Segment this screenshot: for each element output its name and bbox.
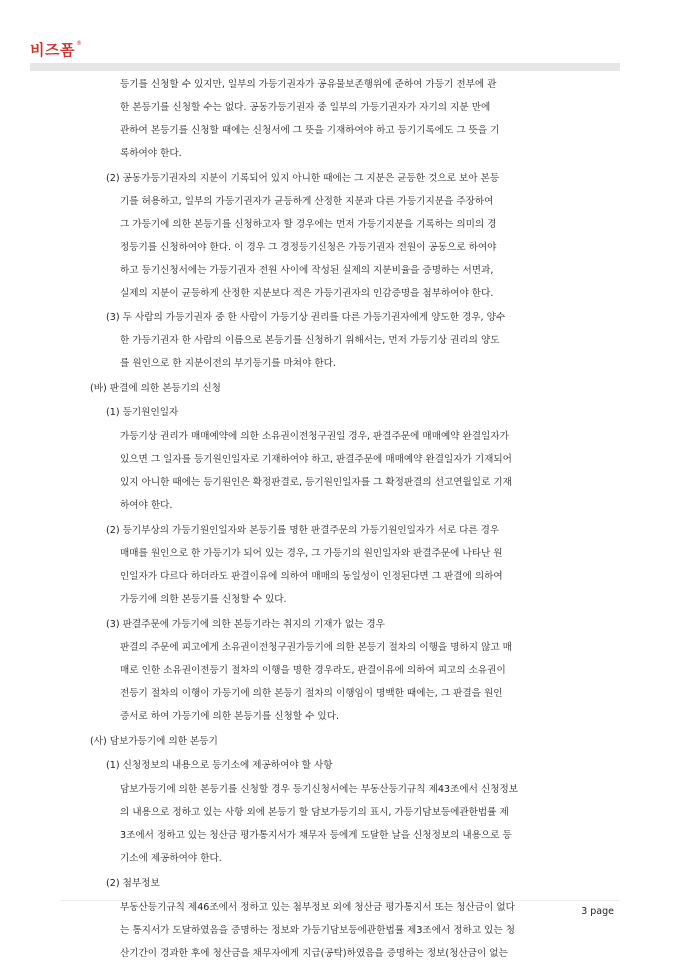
text-line: (2) 등기부상의 가등기원인일자와 본등기를 명한 판결주문의 가등기원인일자가 서로 다른 경우: [106, 525, 500, 536]
text-line: (1) 등기원인일자: [106, 407, 179, 418]
footer-divider: [60, 900, 620, 901]
text-line: 한 가등기권자 한 사람의 이름으로 본등기를 신청하기 위해서는, 먼저 가등기상 권리의 양도: [120, 335, 500, 346]
text-line: 판결의 주문에 피고에게 소유권이전청구권가등기에 의한 본등기 절차의 이행을 명하지 않고 매: [120, 642, 512, 653]
text-line: 있으면 그 일자를 등기원인일자로 기재하여야 하고, 판결주문에 매매예약 완결일자가 기재되어: [120, 454, 512, 465]
text-line: 의 내용으로 정하고 있는 사항 외에 본등기 할 담보가등기의 표시, 가등기담보등에관한법률 제: [120, 807, 509, 818]
text-line: 부동산등기규칙 제46조에서 정하고 있는 첨부정보 외에 청산금 평가통지서 또는 청산금이 없다: [120, 902, 515, 913]
text-line: 매로 인한 소유권이전등기 절차의 이행을 명한 경우라도, 판결이유에 의하여 피고의 소유권이: [120, 665, 506, 676]
registered-mark: ®: [75, 40, 82, 47]
text-line: 정등기를 신청하여야 한다. 이 경우 그 경정등기신청은 가등기권자 전원이 공동으로 하여야: [120, 242, 497, 253]
text-line: 하여야 한다.: [120, 500, 173, 511]
text-line: 그 가등기에 의한 본등기를 신청하고자 할 경우에는 먼저 가등기지분을 기록하는 의미의 경: [120, 219, 497, 230]
text-line: 증서로 하여 가등기에 의한 본등기를 신청할 수 있다.: [120, 711, 340, 722]
text-line: 한 본등기를 신청할 수는 없다. 공동가등기권자 중 일부의 가등기권자가 자기의 지분 만에: [120, 102, 491, 113]
text-line: (1) 신청정보의 내용으로 등기소에 제공하여야 할 사항: [106, 760, 333, 771]
text-line: 있지 아니한 때에는 등기원인은 확정판결로, 등기원인일자를 그 확정판결의 선고연월일로 기재: [120, 477, 512, 488]
text-line: 록하여야 한다.: [120, 148, 182, 159]
page-number: 3 page: [581, 906, 614, 917]
text-line: 하고 등기신청서에는 가등기권자 전원 사이에 작성된 실제의 지분비율을 증명하는 서면과,: [120, 265, 494, 276]
text-line: (2) 공동가등기권자의 지분이 기록되어 있지 아니한 때에는 그 지분은 균등한 것으로 보아 본등: [106, 173, 500, 184]
text-line: 매매를 원인으로 한 가등기가 되어 있는 경우, 그 가등기의 원인일자와 판결주문에 나타난 원: [120, 548, 503, 559]
text-line: 를 원인으로 한 지분이전의 부기등기를 마쳐야 한다.: [120, 358, 336, 369]
text-line: 가등기에 의한 본등기를 신청할 수 있다.: [120, 594, 287, 605]
text-line: 관하여 본등기를 신청할 때에는 신청서에 그 뜻을 기재하여야 하고 등기기록에도 그 뜻을 기: [120, 125, 500, 136]
text-line: 전등기 절차의 이행이 가등기에 의한 본등기 절차의 이행임이 명백한 때에는, 그 판결을 원인: [120, 688, 503, 699]
text-line: 3조에서 정하고 있는 청산금 평가통지서가 채무자 등에게 도달한 날을 신청정보의 내용으로 등: [120, 830, 512, 841]
text-line: (사) 담보가등기에 의한 본등기: [90, 736, 218, 747]
text-line: 는 통지서가 도달하였음을 증명하는 정보와 가등기담보등에관한법률 제3조에서 정하고 있는 청: [120, 925, 515, 936]
text-line: 기를 허용하고, 일부의 가등기권자가 균등하게 산정한 지분과 다른 가등기지분을 주장하여: [120, 196, 494, 207]
text-line: 담보가등기에 의한 본등기를 신청할 경우 등기신청서에는 부동산등기규칙 제43조에서 신청정보: [120, 784, 519, 795]
text-line: 산기간이 경과한 후에 청산금을 채무자에게 지급(공탁)하였음을 증명하는 정보(청산금이 없는: [120, 948, 508, 959]
text-line: (2) 첨부정보: [106, 878, 160, 889]
text-line: (3) 판결주문에 가등기에 의한 본등기라는 취지의 기재가 없는 경우: [106, 619, 385, 630]
text-line: 기소에 제공하여야 한다.: [120, 853, 222, 864]
text-line: 등기를 신청할 수 있지만, 일부의 가등기권자가 공유물보존행위에 준하여 가등기 전부에 관: [120, 79, 497, 90]
text-line: (바) 판결에 의한 본등기의 신청: [90, 383, 221, 394]
logo-text: 비즈폼: [30, 41, 75, 59]
text-line: 인일자가 다르다 하더라도 판결이유에 의하여 매매의 동일성이 인정된다면 그 판결에 의하여: [120, 571, 503, 582]
text-line: 실제의 지분이 균등하게 산정한 지분보다 적은 가등기권자의 인감증명을 첨부하여야 한다.: [120, 288, 494, 299]
text-line: 가등기상 권리가 매매예약에 의한 소유권이전청구권일 경우, 판결주문에 매매예약 완결일자가: [120, 431, 509, 442]
text-line: (3) 두 사람의 가등기권자 중 한 사람이 가등기상 권리를 다른 가등기권자에게 양도한 경우, 양수: [106, 312, 506, 323]
